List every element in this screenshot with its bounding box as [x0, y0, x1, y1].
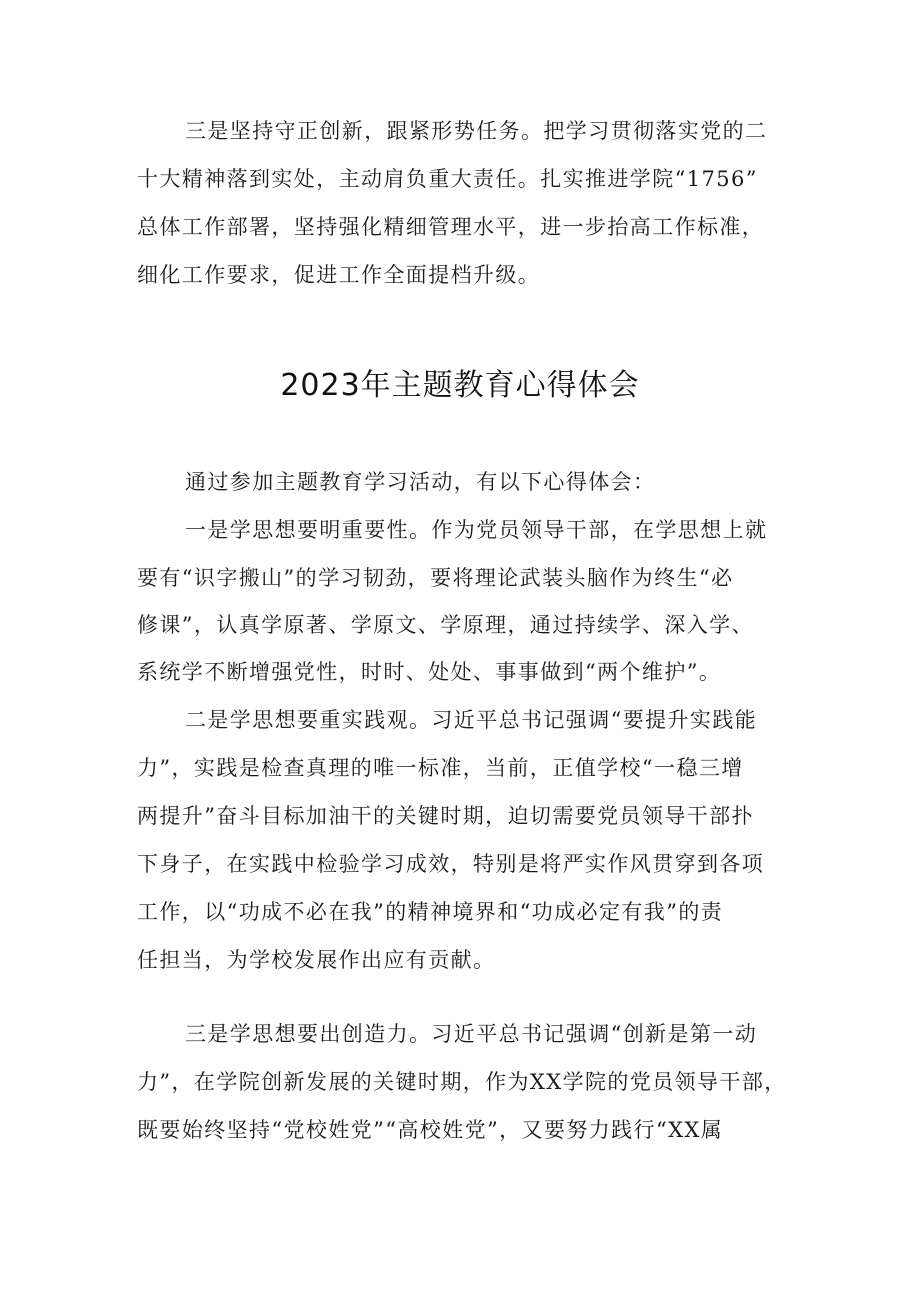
- paragraph-2-line: 二是学思想要重实践观。习近平总书记强调“要提升实践能: [185, 708, 758, 732]
- paragraph-2-line: 下身子，在实践中检验学习成效，特别是将严实作风贯穿到各项: [137, 852, 765, 876]
- prev-paragraph-line: 总体工作部署，坚持强化精细管理水平，进一步抬高工作标准，: [137, 215, 765, 239]
- paragraph-2-line: 力”，实践是检查真理的唯一标准，当前，正值学校“一稳三增: [137, 756, 744, 780]
- paragraph-3-line: 力”，在学院创新发展的关键时期，作为XX学院的党员领导干部，: [137, 1070, 787, 1094]
- paragraph-2-line: 两提升”奋斗目标加油干的关键时期，迫切需要党员领导干部扑: [137, 804, 754, 828]
- prev-paragraph-line: 三是坚持守正创新，跟紧形势任务。把学习贯彻落实党的二: [185, 119, 768, 143]
- paragraph-1-line: 修课”，认真学原著、学原文、学原理，通过持续学、深入学、: [137, 613, 754, 637]
- intro-line: 通过参加主题教育学习活动，有以下心得体会：: [185, 470, 656, 494]
- document-title: 2023年主题教育心得体会: [280, 368, 640, 403]
- paragraph-1-line: 要有“识字搬山”的学习韧劲，要将理论武装头脑作为终生“必: [137, 566, 734, 590]
- paragraph-1-line: 一是学思想要明重要性。作为党员领导干部，在学思想上就: [185, 518, 768, 542]
- prev-paragraph-line: 细化工作要求，促进工作全面提档升级。: [137, 263, 541, 287]
- prev-paragraph-line: 十大精神落到实处，主动肩负重大责任。扎实推进学院“1756”: [137, 167, 758, 191]
- paragraph-2-line: 任担当，为学校发展作出应有贡献。: [137, 948, 496, 972]
- paragraph-3-line: 既要始终坚持“党校姓党”“高校姓党”，又要努力践行“XX属: [137, 1118, 724, 1142]
- paragraph-3-line: 三是学思想要出创造力。习近平总书记强调“创新是第一动: [185, 1022, 758, 1046]
- paragraph-1-line: 系统学不断增强党性，时时、处处、事事做到“两个维护”。: [137, 660, 722, 684]
- paragraph-2-line: 工作，以“功成不必在我”的精神境界和“功成必定有我”的责: [137, 900, 724, 924]
